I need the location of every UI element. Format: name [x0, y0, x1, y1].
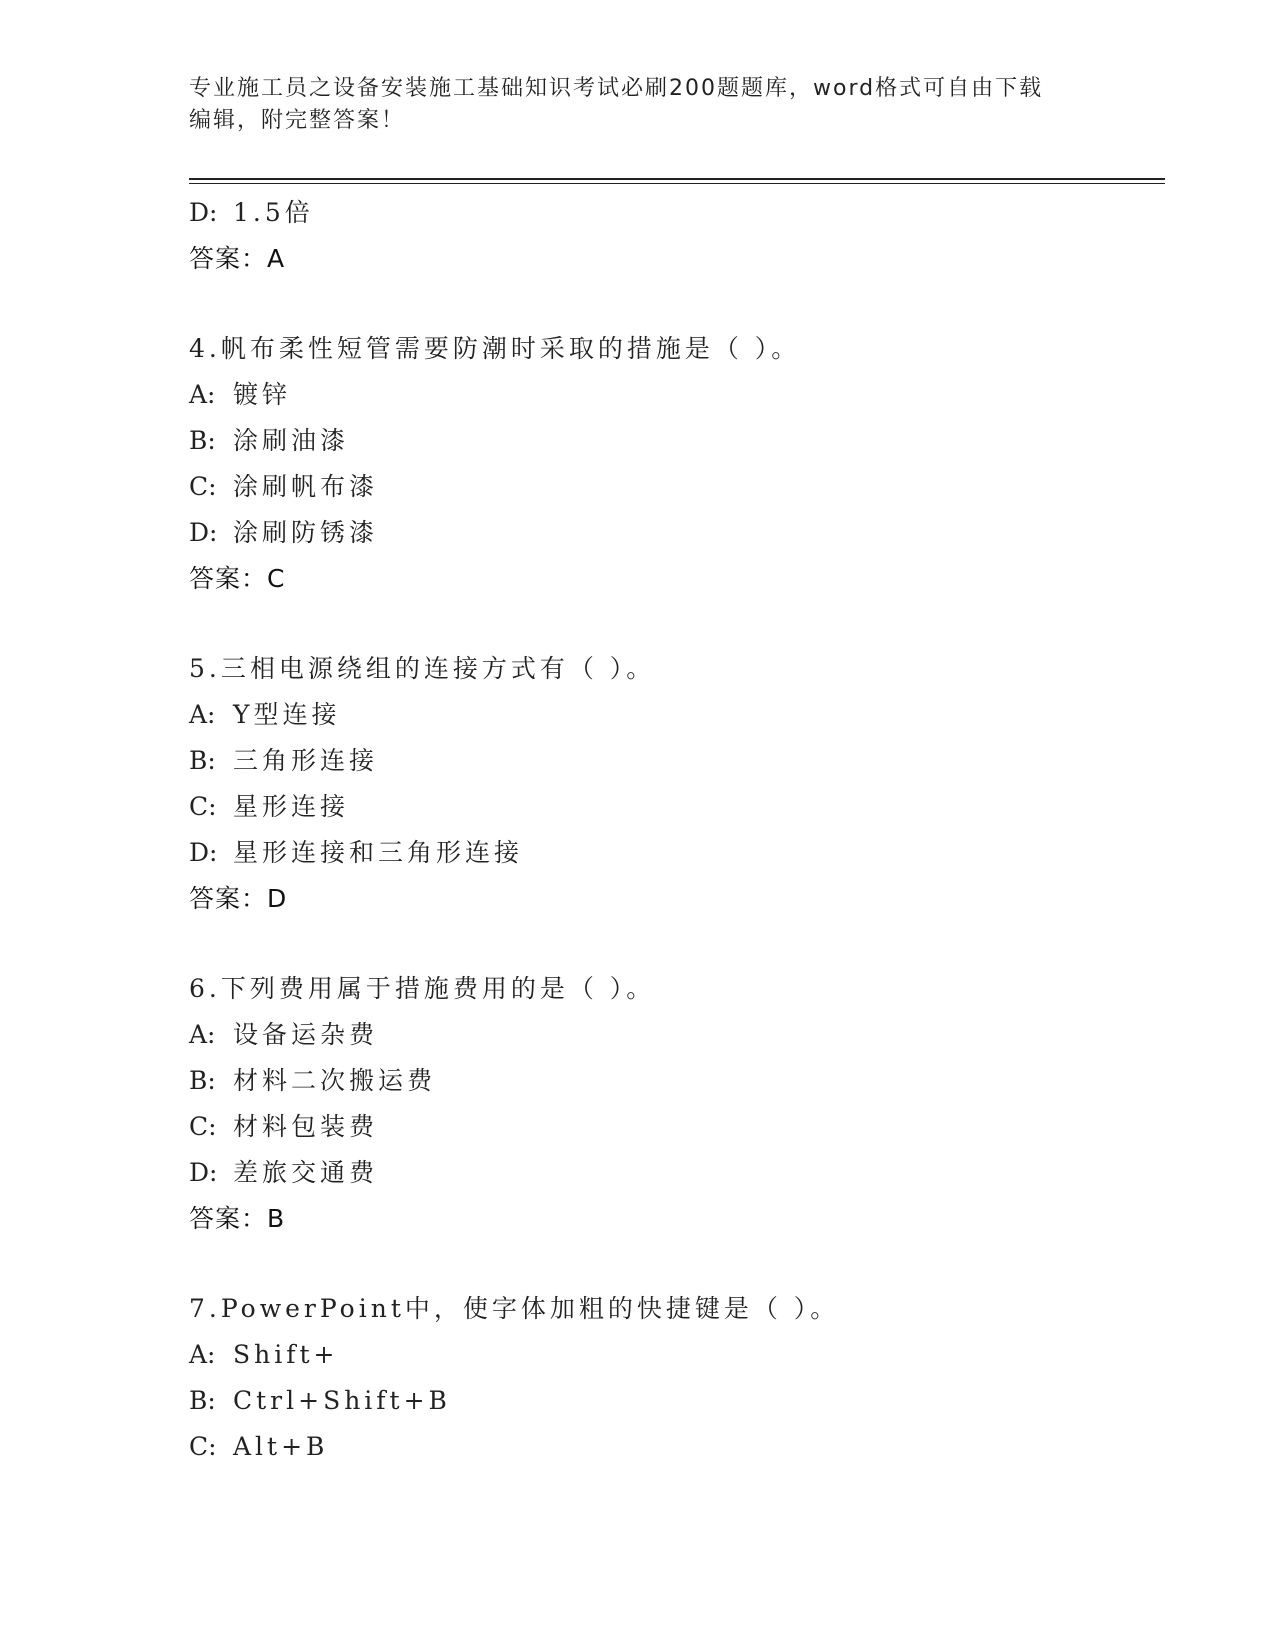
option-letter: A:	[189, 380, 216, 409]
option-letter: D:	[189, 518, 218, 547]
option-letter: D:	[189, 1158, 218, 1187]
answer-line: 答案：B	[189, 1204, 286, 1233]
option-d	[189, 1150, 1165, 1196]
option-letter: B:	[189, 1386, 216, 1415]
question-block	[189, 326, 1165, 602]
option-text: Alt+B	[233, 1432, 329, 1461]
header-line-2: 编辑，附完整答案！	[189, 108, 406, 133]
option-text: 涂刷油漆	[233, 426, 350, 455]
option-letter: D:	[189, 838, 218, 867]
option-letter: B:	[189, 1066, 216, 1095]
option-b	[189, 1058, 1165, 1104]
option-letter: C:	[189, 1432, 217, 1461]
option-letter: A:	[189, 1020, 216, 1049]
option-letter: D:	[189, 198, 218, 227]
option-b	[189, 738, 1165, 784]
question-block	[189, 1286, 1165, 1470]
answer-line: 答案：A	[189, 244, 286, 273]
option-text: 涂刷帆布漆	[233, 472, 379, 501]
option-a	[189, 1332, 1165, 1378]
question-block	[189, 966, 1165, 1242]
option-text: 1.5倍	[233, 198, 314, 227]
option-a	[189, 1012, 1165, 1058]
question-block	[189, 646, 1165, 922]
option-c	[189, 464, 1165, 510]
option-text: 差旅交通费	[233, 1158, 379, 1187]
option-letter: C:	[189, 1112, 217, 1141]
header-line-1: 专业施工员之设备安装施工基础知识考试必刷200题题库，word格式可自由下载	[189, 76, 1044, 101]
answer-line: 答案：D	[189, 884, 288, 913]
option-text: 材料二次搬运费	[233, 1066, 437, 1095]
question-stem: 6.下列费用属于措施费用的是（ ）。	[189, 974, 656, 1003]
option-c	[189, 1424, 1165, 1470]
option-letter: B:	[189, 746, 216, 775]
option-d	[189, 190, 1165, 236]
option-letter: B:	[189, 426, 216, 455]
option-letter: A:	[189, 700, 216, 729]
option-text: 镀锌	[233, 380, 292, 409]
option-text: 材料包装费	[233, 1112, 379, 1141]
question-stem: 4.帆布柔性短管需要防潮时采取的措施是（ ）。	[189, 334, 801, 363]
option-text: 设备运杂费	[233, 1020, 379, 1049]
option-letter: C:	[189, 472, 217, 501]
option-text: Shift+	[233, 1340, 339, 1369]
question-list	[189, 190, 1165, 1470]
option-b	[189, 1378, 1165, 1424]
option-a	[189, 692, 1165, 738]
answer-line: 答案：C	[189, 564, 286, 593]
option-text: 涂刷防锈漆	[233, 518, 379, 547]
option-text: Ctrl+Shift+B	[233, 1386, 451, 1415]
option-letter: C:	[189, 792, 217, 821]
question-stem: 7.PowerPoint中，使字体加粗的快捷键是（ ）。	[189, 1294, 840, 1323]
option-a	[189, 372, 1165, 418]
header-divider-thin	[189, 183, 1165, 184]
option-b	[189, 418, 1165, 464]
option-text: 星形连接	[233, 792, 350, 821]
header-divider-thick	[189, 178, 1165, 180]
option-c	[189, 784, 1165, 830]
option-text: 星形连接和三角形连接	[233, 838, 524, 867]
question-stem: 5.三相电源绕组的连接方式有（ ）。	[189, 654, 656, 683]
option-text: Y型连接	[233, 700, 341, 729]
option-d	[189, 830, 1165, 876]
option-text: 三角形连接	[233, 746, 379, 775]
option-c	[189, 1104, 1165, 1150]
document-header	[189, 73, 1089, 137]
option-letter: A:	[189, 1340, 216, 1369]
option-d	[189, 510, 1165, 556]
